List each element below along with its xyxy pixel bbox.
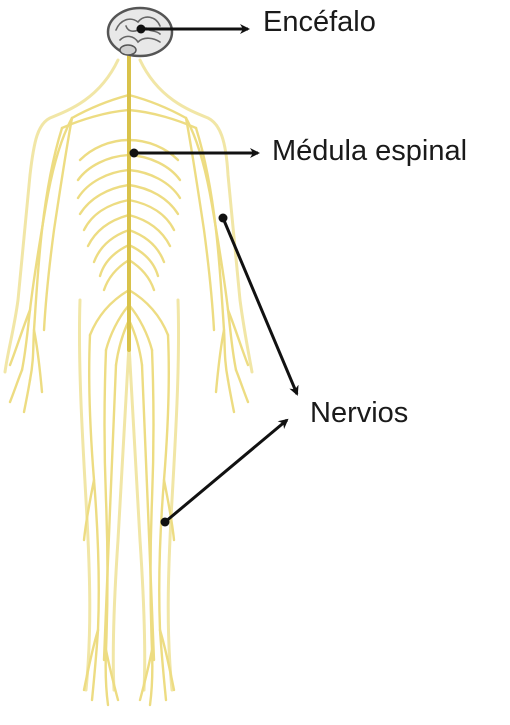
pointers — [130, 25, 298, 527]
nerves-label: Nervios — [310, 397, 409, 429]
arm-nerve-pointer-arrow — [223, 218, 297, 394]
spinal-cord-label: Médula espinal — [272, 135, 468, 167]
brain-label: Encéfalo — [263, 6, 376, 38]
leg-nerve-pointer-arrow — [165, 420, 287, 522]
